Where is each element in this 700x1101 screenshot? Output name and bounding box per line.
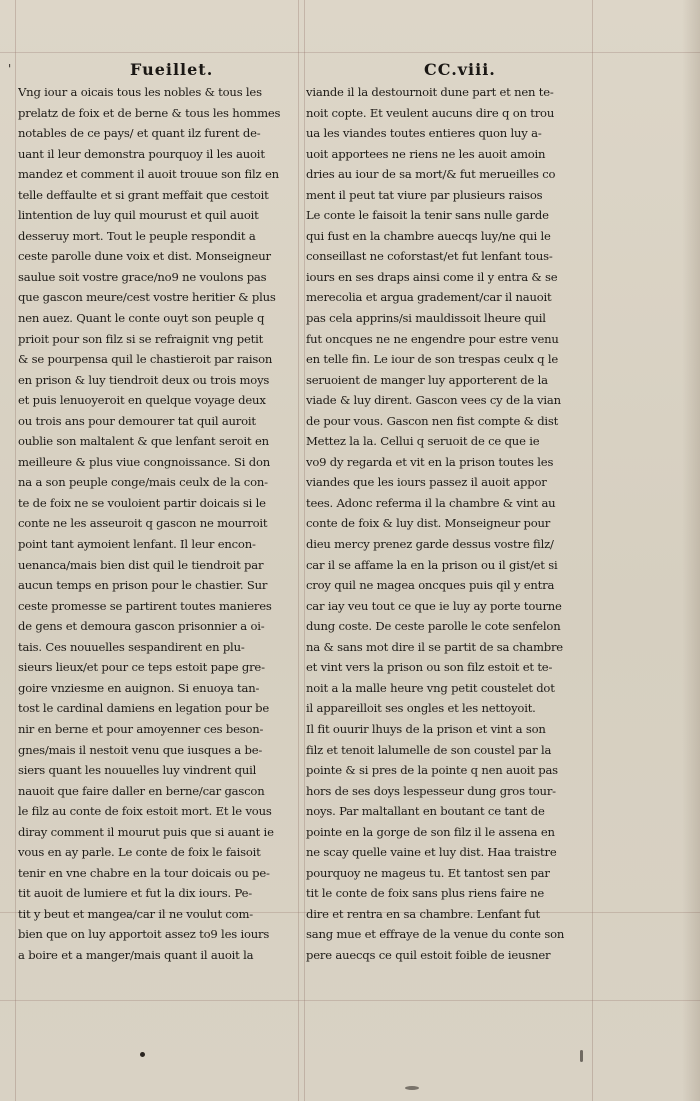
text-line: et vint vers la prison ou son filz estoit et te- [306, 660, 553, 675]
text-line: telle deffaulte et si grant meffait que cestoit [18, 187, 269, 202]
text-line: noit a la malle heure vng petit coustelet dot [306, 680, 555, 695]
text-line: dung coste. De ceste parolle le cote senfelon [306, 619, 561, 634]
text-line: pointe & si pres de la pointe q nen auoit pas [306, 763, 558, 778]
text-line: point tant aymoient lenfant. Il leur encon- [18, 537, 256, 552]
text-line: ment il peut tat viure par plusieurs raisos [306, 187, 543, 202]
text-line: prioit pour son filz si se refraignit vng petit [18, 331, 264, 346]
text-line: a boire et a manger/mais quant il auoit la [18, 947, 254, 962]
text-line: qui fust en la chambre auecqs luy/ne qui le [306, 228, 551, 243]
text-line: vo9 dy regarda et vit en la prison toutes les [306, 454, 554, 469]
text-line: lintention de luy quil mourust et quil auoit [18, 208, 259, 223]
text-line: car il se affame la en la prison ou il gist/et si [306, 557, 558, 572]
text-line: na a son peuple conge/mais ceulx de la con- [18, 475, 268, 490]
text-line: en prison & luy tiendroit deux ou trois moys [18, 372, 270, 387]
text-line: vous en ay parle. Le conte de foix le faisoit [18, 845, 261, 860]
text-line: pourquoy ne mageus tu. Et tantost sen par [306, 865, 550, 880]
text-line: desseruy mort. Tout le peuple respondit a [18, 228, 256, 243]
text-line: prelatz de foix et de berne & tous les hommes [18, 105, 281, 120]
text-line: et puis lenuoyeroit en quelque voyage deux [18, 393, 266, 408]
text-line: na & sans mot dire il se partit de sa chambre [306, 639, 563, 654]
text-line: hors de ses doys lespesseur dung gros tour- [306, 783, 556, 798]
text-line: goire vnziesme en auignon. Si enuoya tan- [18, 680, 260, 695]
text-line: pas cela apprins/si mauldissoit lheure quil [306, 311, 546, 326]
text-line: pere auecqs ce quil estoit foible de ieusner [306, 947, 551, 962]
text-line: uant il leur demonstra pourquoy il les auoit [18, 146, 265, 161]
ink-spot [140, 1052, 145, 1057]
text-line: conte ne les asseuroit q gascon ne mourroit [18, 516, 268, 531]
text-line: viade & luy dirent. Gascon vees cy de la vian [306, 393, 561, 408]
text-line: dries au iour de sa mort/& fut merueilles co [306, 167, 556, 182]
text-line: tit auoit de lumiere et fut la dix iours. Pe- [18, 886, 252, 901]
text-line: tais. Ces nouuelles sespandirent en plu- [18, 639, 245, 654]
text-line: de pour vous. Gascon nen fist compte & dist [306, 413, 559, 428]
text-line: tit y beut et mangea/car il ne voulut com- [18, 906, 253, 921]
text-column-right [306, 82, 588, 966]
page-edge-shadow [682, 0, 700, 1101]
text-line: croy quil ne magea oncques puis qil y entra [306, 578, 555, 593]
page-header-number: CC.viii. [424, 60, 496, 79]
text-line: ua les viandes toutes entieres quon luy a- [306, 126, 542, 141]
text-line: bien que on luy apportoit assez to9 les iours [18, 927, 270, 942]
text-line: que gascon meure/cest vostre heritier & plus [18, 290, 276, 305]
text-line: tit le conte de foix sans plus riens faire ne [306, 886, 545, 901]
text-line: ceste parolle dune voix et dist. Monseigneur [18, 249, 271, 264]
text-line: aucun temps en prison pour le chastier. Sur [18, 578, 268, 593]
page-header-folio: Fueillet. [130, 60, 214, 79]
text-line: oublie son maltalent & que lenfant seroit en [18, 434, 269, 449]
ruling-line-right [592, 0, 593, 1101]
text-line: filz et tenoit lalumelle de son coustel par la [306, 742, 552, 757]
ink-spot [405, 1086, 419, 1090]
text-line: le filz au conte de foix estoit mort. Et le vous [18, 804, 272, 819]
text-line: notables de ce pays/ et quant ilz furent de- [18, 126, 261, 141]
text-line: saulue soit vostre grace/no9 ne voulons pas [18, 269, 267, 284]
text-line: gnes/mais il nestoit venu que iusques a be- [18, 742, 263, 757]
text-line: ne scay quelle vaine et luy dist. Haa traistre [306, 845, 557, 860]
text-line: mandez et comment il auoit trouue son filz en [18, 167, 279, 182]
text-line: Mettez la la. Cellui q seruoit de ce que ie [306, 434, 540, 449]
text-line: il appareilloit ses ongles et les nettoyoit. [306, 701, 536, 716]
text-line: sieurs lieux/et pour ce teps estoit pape gre- [18, 660, 265, 675]
text-line: Il fit ouurir lhuys de la prison et vint a son [306, 721, 546, 736]
text-line: nir en berne et pour amoyenner ces beson- [18, 721, 264, 736]
margin-mark: ' [8, 62, 12, 76]
text-line: merecolia et argua gradement/car il nauoit [306, 290, 552, 305]
text-line: nauoit que faire daller en berne/car gascon [18, 783, 265, 798]
text-line: uenanca/mais bien dist quil le tiendroit par [18, 557, 264, 572]
ruling-line-top [0, 52, 700, 53]
text-line: tees. Adonc referma il la chambre & vint au [306, 495, 556, 510]
text-line: tost le cardinal damiens en legation pour be [18, 701, 270, 716]
text-line: diray comment il mourut puis que si auant ie [18, 824, 274, 839]
ruling-line-gutter-right [304, 0, 305, 1101]
text-line: meilleure & plus viue congnoissance. Si don [18, 454, 271, 469]
text-line: de gens et demoura gascon prisonnier a oi- [18, 619, 265, 634]
ink-spot [580, 1050, 583, 1062]
ruling-line-left [15, 0, 16, 1101]
text-line: uoit apportees ne riens ne les auoit amoin [306, 146, 546, 161]
text-line: dire et rentra en sa chambre. Lenfant fut [306, 906, 540, 921]
text-line: iours en ses draps ainsi come il y entra & se [306, 269, 558, 284]
text-line: pointe en la gorge de son filz il le assena en [306, 824, 555, 839]
text-line: viandes que les iours passez il auoit appor [306, 475, 547, 490]
text-line: Vng iour a oicais tous les nobles & tous les [18, 85, 262, 99]
text-line: seruoient de manger luy apporterent de la [306, 372, 548, 387]
text-line: car iay veu tout ce que ie luy ay porte tourne [306, 598, 562, 613]
text-line: nen auez. Quant le conte ouyt son peuple q [18, 311, 265, 326]
text-line: tenir en vne chabre en la tour doicais ou pe- [18, 865, 270, 880]
text-line: viande il la destournoit dune part et nen te- [306, 85, 554, 99]
text-line: Le conte le faisoit la tenir sans nulle garde [306, 208, 549, 223]
text-column-left [18, 82, 294, 966]
text-line: ou trois ans pour demourer tat quil auroit [18, 413, 256, 428]
text-line: & se pourpensa quil le chastieroit par raison [18, 352, 273, 367]
text-line: en telle fin. Le iour de son trespas ceulx q le [306, 352, 559, 367]
ruling-line-lower [0, 1000, 700, 1001]
text-line: te de foix ne se vouloient partir doicais si le [18, 495, 266, 510]
ruling-line-gutter-left [298, 0, 299, 1101]
text-line: dieu mercy prenez garde dessus vostre filz/ [306, 537, 554, 552]
text-line: conte de foix & luy dist. Monseigneur pour [306, 516, 551, 531]
text-line: conseillast ne coforstast/et fut lenfant tous- [306, 249, 553, 264]
text-line: ceste promesse se partirent toutes manieres [18, 598, 272, 613]
text-line: noit copte. Et veulent aucuns dire q on trou [306, 105, 555, 120]
text-line: sang mue et effraye de la venue du conte son [306, 927, 565, 942]
text-line: fut oncques ne ne engendre pour estre venu [306, 331, 559, 346]
text-line: siers quant les nouuelles luy vindrent quil [18, 763, 257, 778]
text-line: noys. Par maltallant en boutant ce tant de [306, 804, 545, 819]
